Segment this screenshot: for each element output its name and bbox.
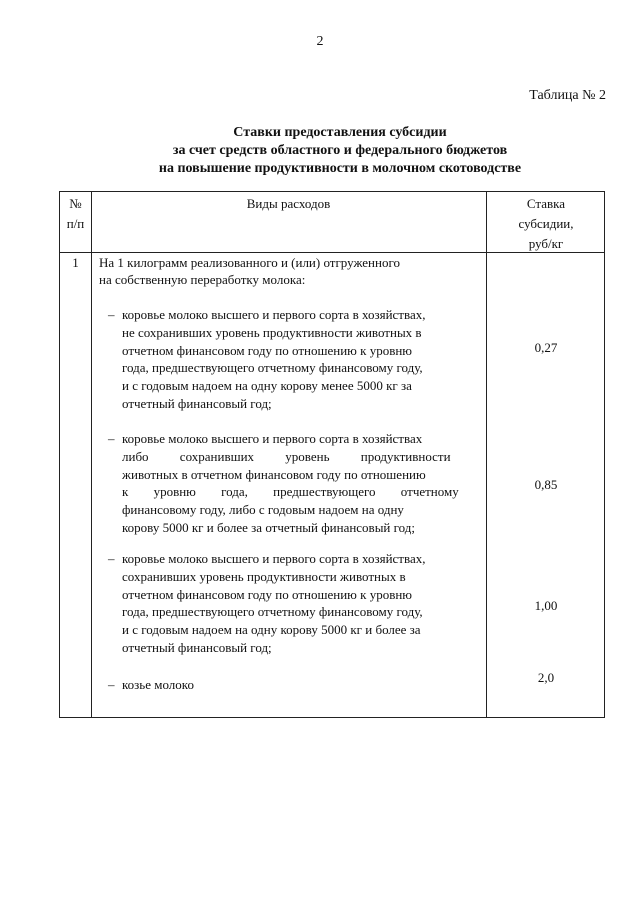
list-dash: – bbox=[108, 431, 115, 446]
header-rate-line: субсидии, bbox=[518, 216, 574, 231]
title-line: на повышение продуктивности в молочном скотоводстве bbox=[158, 161, 522, 176]
text-line: животных в отчетном финансовом году по отношению bbox=[122, 466, 426, 482]
list-item-text bbox=[122, 550, 480, 657]
text-line: к уровню года, предшествующего отчетному bbox=[122, 484, 459, 500]
list-dash: – bbox=[108, 307, 115, 322]
rate-value: 0,27 bbox=[534, 340, 558, 355]
row-number: 1 bbox=[72, 255, 79, 270]
list-item-text bbox=[122, 676, 480, 694]
title-line: Ставки предоставления субсидии bbox=[233, 125, 447, 140]
row-intro bbox=[99, 254, 400, 288]
page-number: 2 bbox=[316, 34, 324, 49]
intro-line: на собственную переработку молока: bbox=[99, 272, 306, 287]
list-item bbox=[108, 676, 480, 694]
text-line: не сохранивших уровень продуктивности животных в bbox=[122, 324, 422, 340]
header-number bbox=[60, 194, 91, 234]
text-line: козье молоко bbox=[122, 677, 194, 692]
text-line: и с годовым надоем на одну корову 5000 кг и более за bbox=[122, 622, 421, 638]
column-divider bbox=[486, 192, 487, 717]
column-divider bbox=[91, 192, 92, 717]
text-line: и с годовым надоем на одну корову менее 5000 кг за bbox=[122, 378, 412, 394]
header-rate-line: Ставка bbox=[526, 196, 566, 211]
header-kind: Виды расходов bbox=[246, 196, 331, 211]
text-line: отчетном финансовом году по отношению к уровню bbox=[122, 586, 412, 602]
document-title bbox=[60, 124, 620, 178]
text-line: либо сохранивших уровень продуктивности bbox=[122, 448, 451, 464]
list-item-text bbox=[122, 306, 480, 413]
text-line: отчетный финансовый год; bbox=[122, 395, 272, 411]
text-line: сохранивших уровень продуктивности животных в bbox=[122, 568, 406, 584]
text-line: коровье молоко высшего и первого сорта в хозяйствах, bbox=[122, 551, 426, 566]
header-number-line: № bbox=[69, 196, 82, 211]
text-line: года, предшествующего отчетному финансовому году, bbox=[122, 604, 423, 620]
subsidy-rates-table bbox=[59, 191, 605, 718]
header-rate bbox=[486, 194, 606, 254]
text-line: финансовому году, либо с годовым надоем на одну bbox=[122, 502, 404, 518]
text-line: года, предшествующего отчетному финансовому году, bbox=[122, 360, 423, 376]
table-label: Таблица № 2 bbox=[529, 88, 606, 103]
header-number-line: п/п bbox=[66, 216, 85, 231]
text-line: корову 5000 кг и более за отчетный финансовый год; bbox=[122, 519, 416, 535]
text-line: отчетном финансовом году по отношению к уровню bbox=[122, 342, 412, 358]
rate-value: 0,85 bbox=[534, 477, 558, 492]
list-dash: – bbox=[108, 551, 115, 566]
list-dash: – bbox=[108, 677, 115, 692]
header-rate-line: руб/кг bbox=[528, 236, 564, 251]
rate-value: 1,00 bbox=[534, 598, 558, 613]
list-item bbox=[108, 550, 480, 657]
text-line: коровье молоко высшего и первого сорта в хозяйствах bbox=[122, 431, 423, 446]
rate-value: 2,0 bbox=[537, 670, 555, 685]
intro-line: На 1 килограмм реализованного и (или) отгруженного bbox=[99, 255, 400, 270]
title-line: за счет средств областного и федерального бюджетов bbox=[172, 143, 508, 158]
list-item bbox=[108, 430, 480, 537]
text-line: отчетный финансовый год; bbox=[122, 639, 272, 655]
text-line: коровье молоко высшего и первого сорта в хозяйствах, bbox=[122, 307, 426, 322]
list-item-text bbox=[122, 430, 480, 537]
list-item bbox=[108, 306, 480, 413]
